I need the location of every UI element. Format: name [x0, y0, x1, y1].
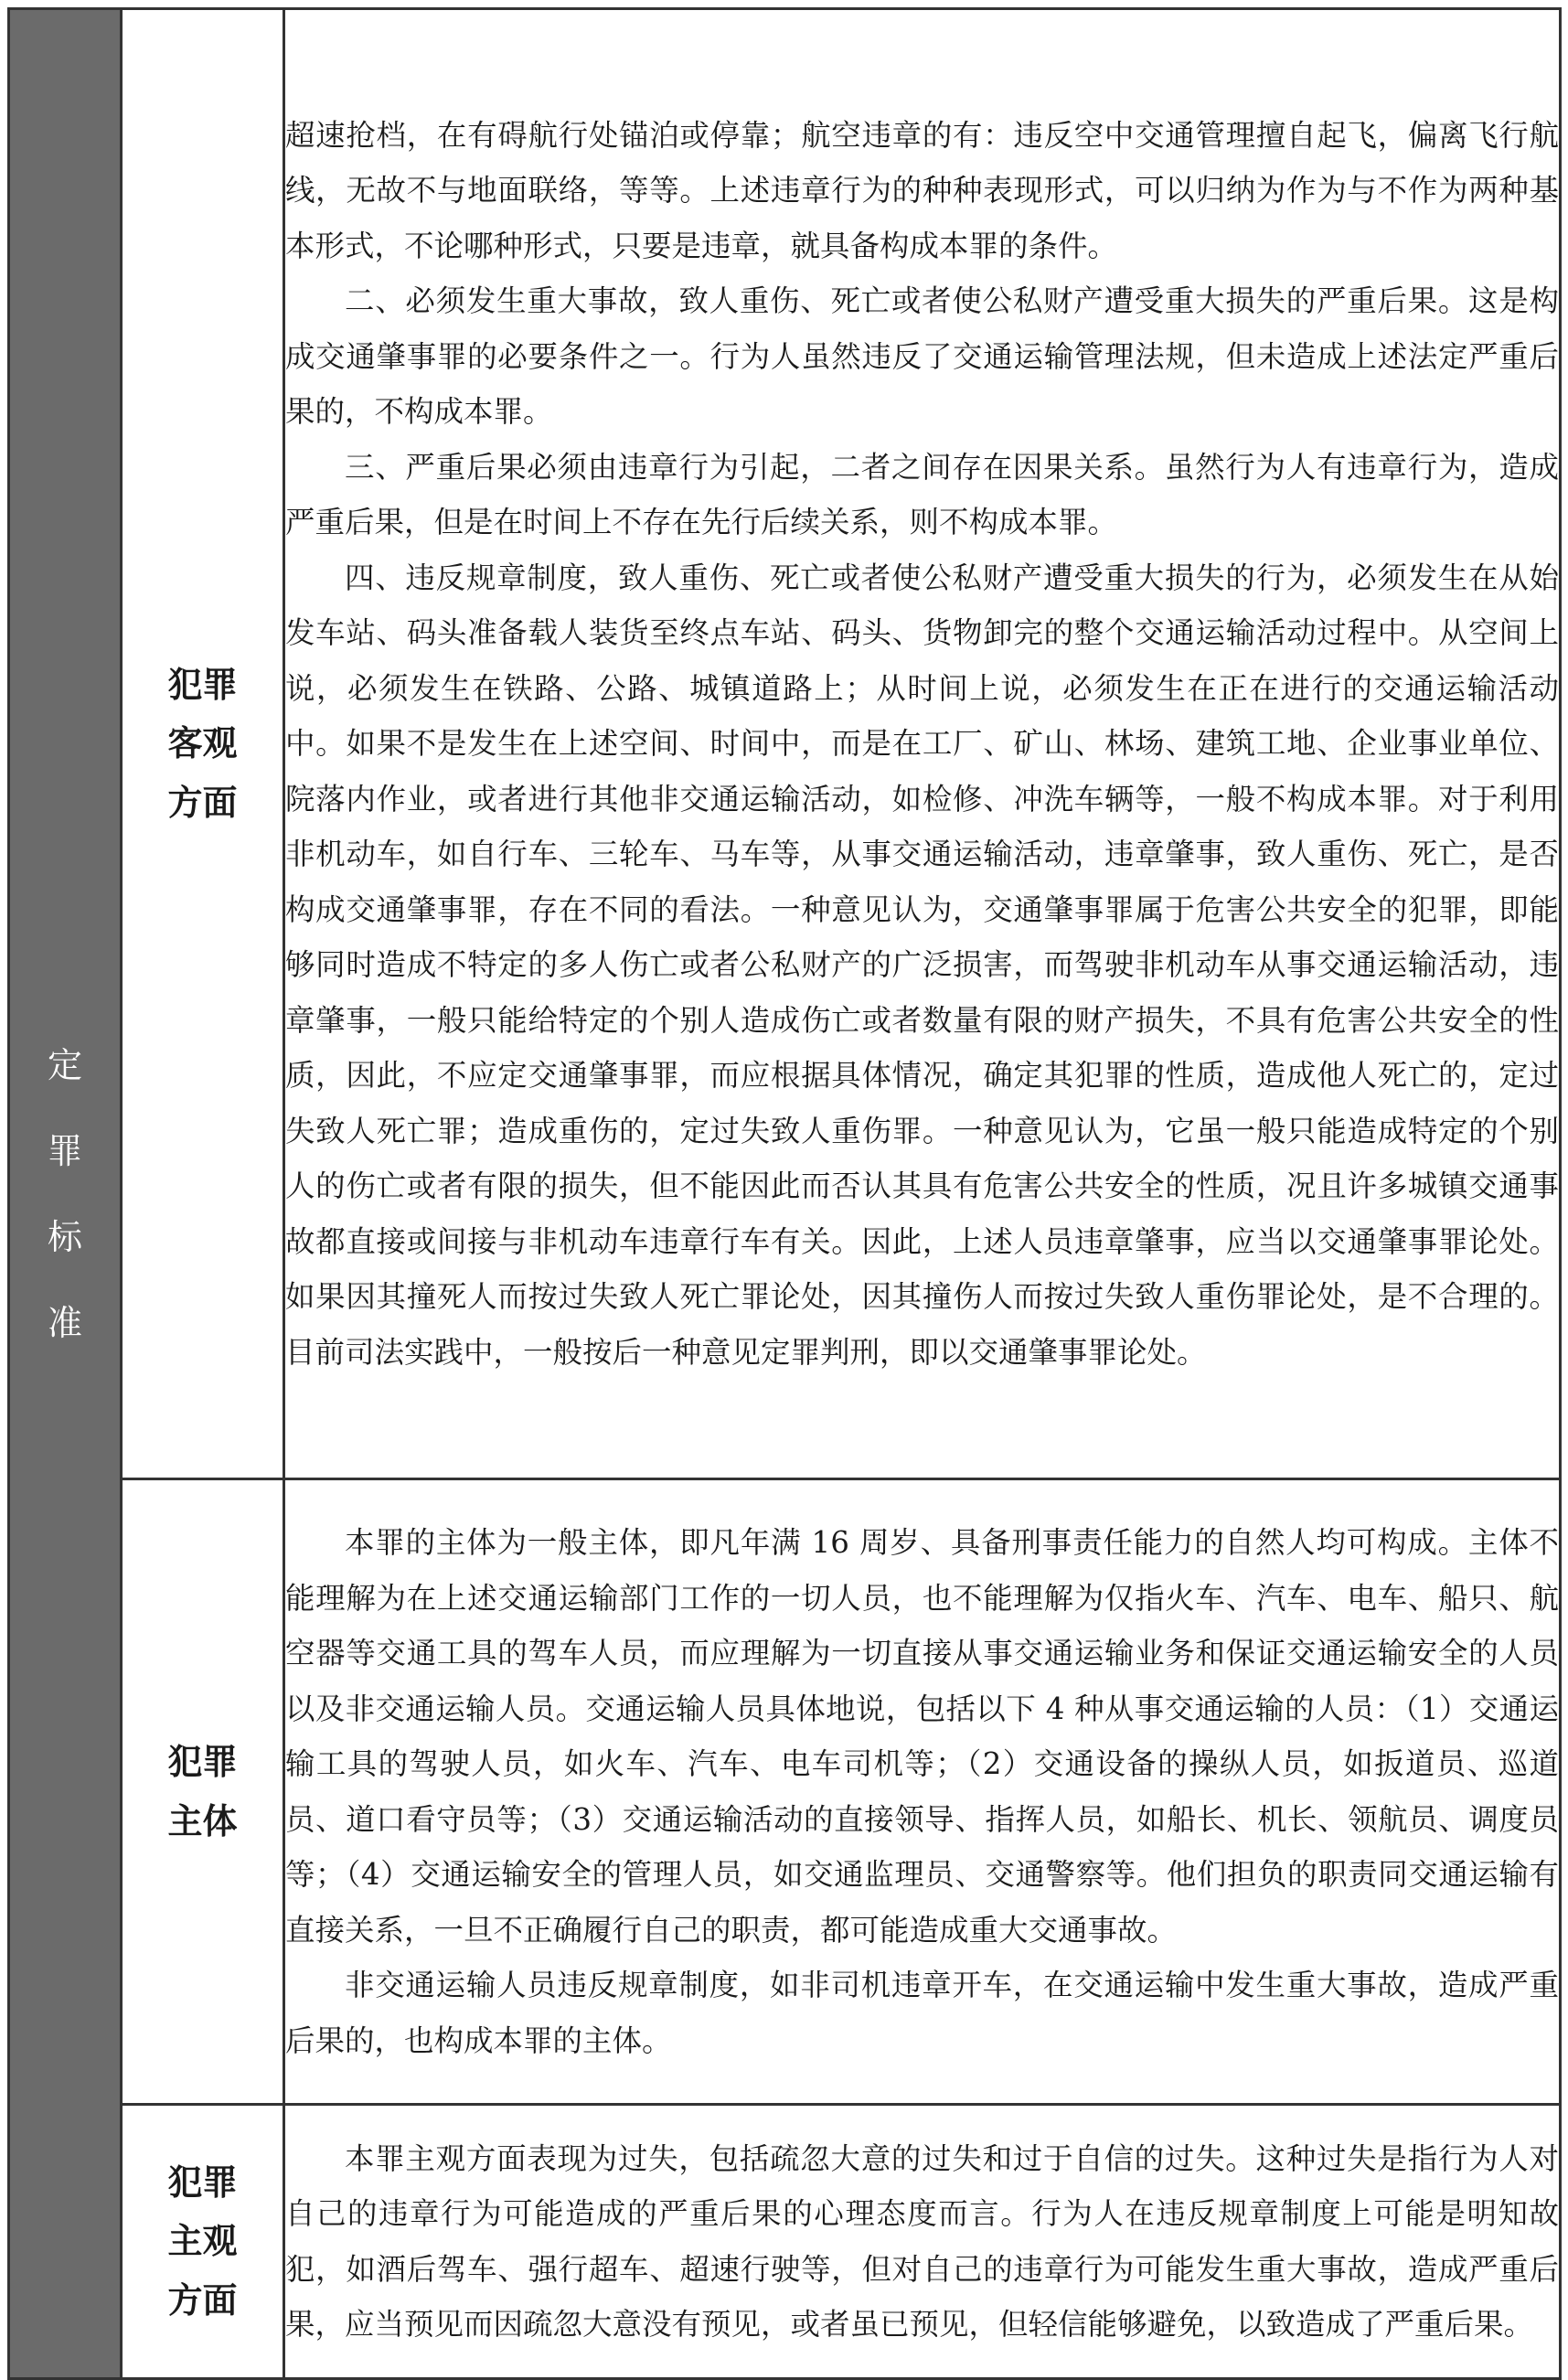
criteria-table: [7, 7, 1562, 2380]
side-label-char: 罪: [47, 1130, 82, 1171]
category-title-objective: [123, 656, 283, 833]
category-title-line: 主观: [167, 2221, 238, 2262]
content-cell-subject: [284, 1479, 1561, 2105]
table-row-subject: [9, 1479, 1561, 2105]
category-title-line: 犯罪: [167, 2161, 238, 2203]
category-title-line: 方面: [167, 2279, 238, 2321]
category-title-line: 主体: [167, 1800, 238, 1841]
paragraph: 本罪的主体为一般主体，即凡年满 16 周岁、具备刑事责任能力的自然人均可构成。主体不能理解为在上述交通运输部门工作的一切人员，也不能理解为仅指火车、汽车、电车、船只、航空器等交通工具的驾车人员，而应理解为一切直接从事交通运输业务和保证交通运输安全的人员以及非交通运输人员。交通运输人员具体地说，包括以下 4 种从事交通运输的人员：（1）交通运输工具的驾驶人员，如火车、汽车、电车司机等；（2）交通设备的操纵人员，如扳道员、巡道员、道口看守员等；（3）交通运输活动的直接领导、指挥人员，如船长、机长、领航员、调度员等；（4）交通运输安全的管理人员，如交通监理员、交通警察等。他们担负的职责同交通运输有直接关系，一旦不正确履行自己的职责，都可能造成重大交通事故。: [285, 1525, 1559, 1948]
category-cell-subjective: [122, 2105, 284, 2379]
side-label-char: 标: [47, 1216, 82, 1257]
paragraph: 三、严重后果必须由违章行为引起，二者之间存在因果关系。虽然行为人有违章行为，造成严重后果，但是在时间上不存在先行后续关系，则不构成本罪。: [285, 449, 1559, 540]
category-title-line: 犯罪: [167, 1741, 238, 1782]
category-cell-objective: [122, 9, 284, 1479]
side-label: [10, 1044, 120, 1343]
side-label-cell: [9, 9, 122, 2379]
category-title-line: 犯罪: [167, 664, 238, 705]
category-title-line: 方面: [167, 782, 238, 823]
table-row-subjective: [9, 2105, 1561, 2379]
category-cell-subject: [122, 1479, 284, 2105]
side-label-char: 准: [47, 1302, 82, 1343]
content-cell-objective: [284, 9, 1561, 1479]
category-title-subjective: [123, 2153, 283, 2331]
paragraph: 超速抢档，在有碍航行处锚泊或停靠；航空违章的有：违反空中交通管理擅自起飞，偏离飞行航线，无故不与地面联络，等等。上述违章行为的种种表现形式，可以归纳为作为与不作为两种基本形式，不论哪种形式，只要是违章，就具备构成本罪的条件。: [285, 117, 1559, 263]
content-cell-subjective: [284, 2105, 1561, 2379]
table-row-objective: [9, 9, 1561, 1479]
paragraph: 非交通运输人员违反规章制度，如非司机违章开车，在交通运输中发生重大事故，造成严重后果的，也构成本罪的主体。: [285, 1968, 1559, 2058]
side-label-char: 定: [47, 1044, 82, 1085]
category-title-subject: [123, 1733, 283, 1851]
paragraph: 本罪主观方面表现为过失，包括疏忽大意的过失和过于自信的过失。这种过失是指行为人对自己的违章行为可能造成的严重后果的心理态度而言。行为人在违反规章制度上可能是明知故犯，如酒后驾车、强行超车、超速行驶等，但对自己的违章行为可能发生重大事故，造成严重后果，应当预见而因疏忽大意没有预见，或者虽已预见，但轻信能够避免，以致造成了严重后果。: [285, 2140, 1559, 2342]
paragraph: 二、必须发生重大事故，致人重伤、死亡或者使公私财产遭受重大损失的严重后果。这是构成交通肇事罪的必要条件之一。行为人虽然违反了交通运输管理法规，但未造成上述法定严重后果的，不构成本罪。: [285, 283, 1559, 430]
category-title-line: 客观: [167, 723, 238, 764]
paragraph: 四、违反规章制度，致人重伤、死亡或者使公私财产遭受重大损失的行为，必须发生在从始发车站、码头准备载人装货至终点车站、码头、货物卸完的整个交通运输活动过程中。从空间上说，必须发生在铁路、公路、城镇道路上；从时间上说，必须发生在正在进行的交通运输活动中。如果不是发生在上述空间、时间中，而是在工厂、矿山、林场、建筑工地、企业事业单位、院落内作业，或者进行其他非交通运输活动，如检修、冲洗车辆等，一般不构成本罪。对于利用非机动车，如自行车、三轮车、马车等，从事交通运输活动，违章肇事，致人重伤、死亡，是否构成交通肇事罪，存在不同的看法。一种意见认为，交通肇事罪属于危害公共安全的犯罪，即能够同时造成不特定的多人伤亡或者公私财产的广泛损害，而驾驶非机动车从事交通运输活动，违章肇事，一般只能给特定的个别人造成伤亡或者数量有限的财产损失，不具有危害公共安全的性质，因此，不应定交通肇事罪，而应根据具体情况，确定其犯罪的性质，造成他人死亡的，定过失致人死亡罪；造成重伤的，定过失致人重伤罪。一种意见认为，它虽一般只能造成特定的个别人的伤亡或者有限的损失，但不能因此而否认其具有危害公共安全的性质，况且许多城镇交通事故都直接或间接与非机动车违章行车有关。因此，上述人员违章肇事，应当以交通肇事罪论处。如果因其撞死人而按过失致人死亡罪论处，因其撞伤人而按过失致人重伤罪论处，是不合理的。目前司法实践中，一般按后一种意见定罪判刑，即以交通肇事罪论处。: [285, 560, 1559, 1370]
